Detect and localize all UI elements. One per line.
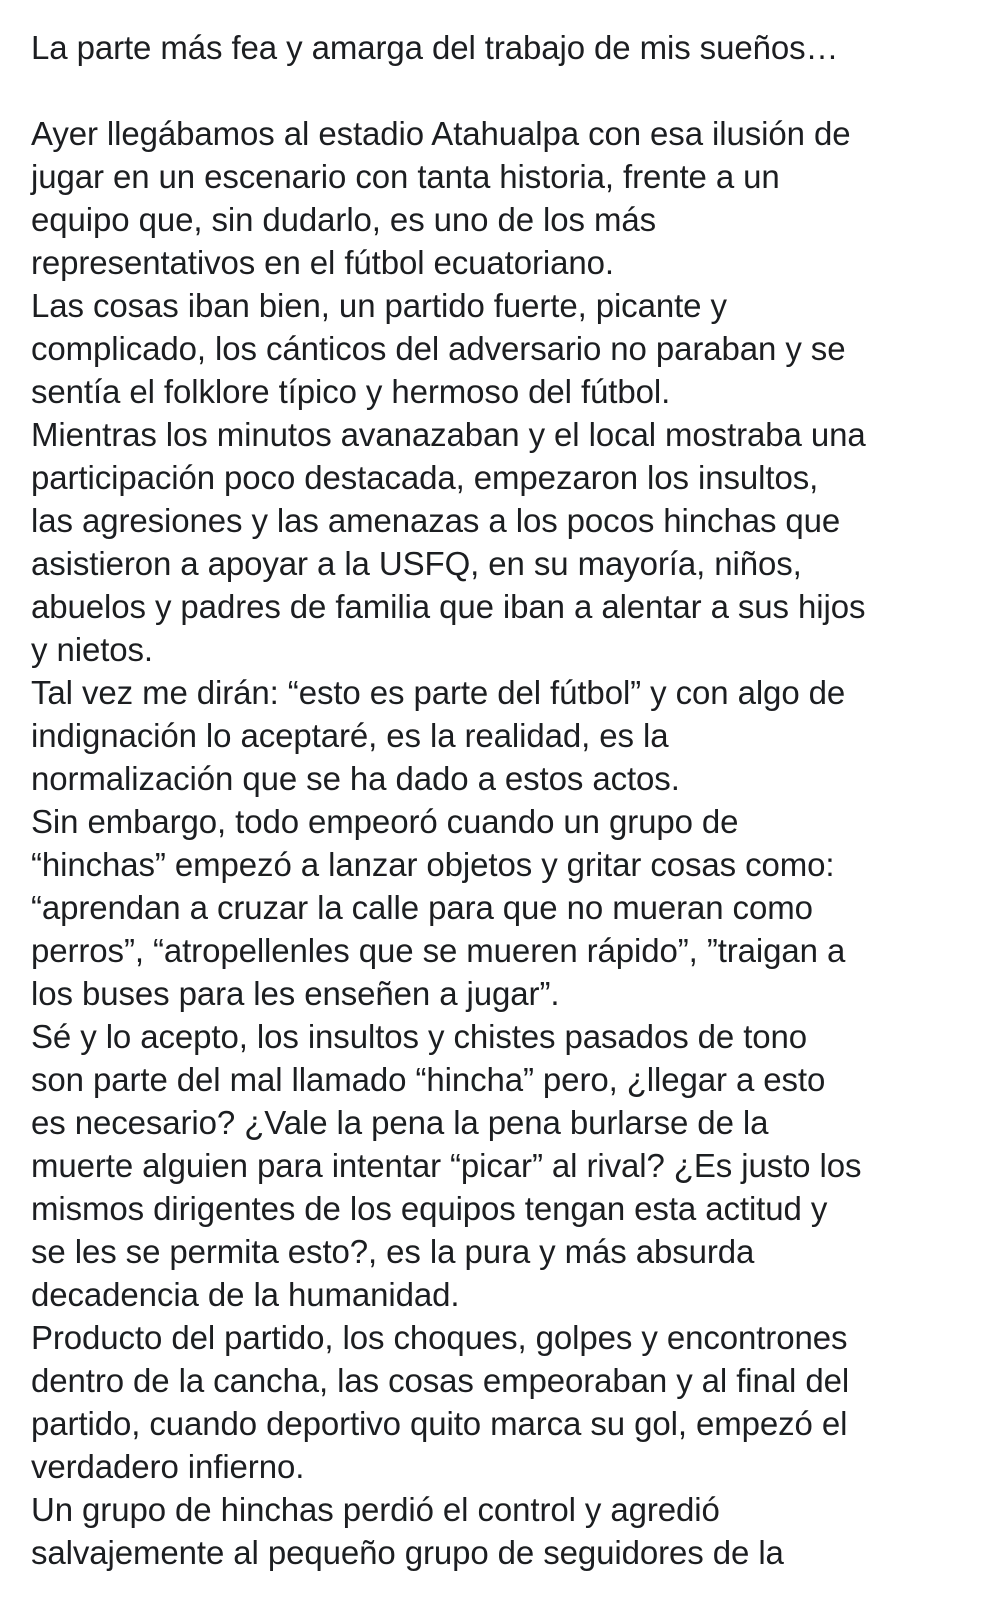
post-line: decadencia de la humanidad. <box>31 1276 460 1313</box>
post-line: perros”, “atropellenles que se mueren rápido”, ”traigan a <box>31 932 846 969</box>
post-line: Tal vez me dirán: “esto es parte del fútbol” y con algo de <box>31 674 846 711</box>
post-line: muerte alguien para intentar “picar” al rival? ¿Es justo los <box>31 1147 862 1184</box>
post-line: participación poco destacada, empezaron los insultos, <box>31 459 819 496</box>
post-line: salvajemente al pequeño grupo de seguidores de la <box>31 1534 784 1571</box>
post-line: equipo que, sin dudarlo, es uno de los más <box>31 201 657 238</box>
post-line: los buses para les enseñen a jugar”. <box>31 975 560 1012</box>
post-line: Producto del partido, los choques, golpes y encontrones <box>31 1319 848 1356</box>
post-line: partido, cuando deportivo quito marca su gol, empezó el <box>31 1405 848 1442</box>
post-line: abuelos y padres de familia que iban a alentar a sus hijos <box>31 588 866 625</box>
post-line: son parte del mal llamado “hincha” pero, ¿llegar a esto <box>31 1061 826 1098</box>
post-line: dentro de la cancha, las cosas empeoraban y al final del <box>31 1362 850 1399</box>
post-line: normalización que se ha dado a estos actos. <box>31 760 680 797</box>
post-line: Sé y lo acepto, los insultos y chistes pasados de tono <box>31 1018 808 1055</box>
post-line: La parte más fea y amarga del trabajo de mis sueños… <box>31 29 839 66</box>
post-line: es necesario? ¿Vale la pena la pena burlarse de la <box>31 1104 769 1141</box>
post-line: Ayer llegábamos al estadio Atahualpa con esa ilusión de <box>31 115 851 152</box>
post-line: indignación lo aceptaré, es la realidad, es la <box>31 717 669 754</box>
post-line: y nietos. <box>31 631 153 668</box>
post-line: asistieron a apoyar a la USFQ, en su mayoría, niños, <box>31 545 802 582</box>
post-line: “hinchas” empezó a lanzar objetos y gritar cosas como: <box>31 846 835 883</box>
post-line: se les se permita esto?, es la pura y más absurda <box>31 1233 755 1270</box>
post-line: complicado, los cánticos del adversario no paraban y se <box>31 330 846 367</box>
post-line: Un grupo de hinchas perdió el control y agredió <box>31 1491 720 1528</box>
post-line: sentía el folklore típico y hermoso del fútbol. <box>31 373 671 410</box>
post-line: representativos en el fútbol ecuatoriano. <box>31 244 614 281</box>
post-line: Sin embargo, todo empeoró cuando un grupo de <box>31 803 739 840</box>
post-line: Mientras los minutos avanazaban y el local mostraba una <box>31 416 866 453</box>
post-line: las agresiones y las amenazas a los pocos hinchas que <box>31 502 841 539</box>
post-line: jugar en un escenario con tanta historia, frente a un <box>31 158 780 195</box>
post-line <box>31 69 991 112</box>
post-line: Las cosas iban bien, un partido fuerte, picante y <box>31 287 727 324</box>
post-line: mismos dirigentes de los equipos tengan esta actitud y <box>31 1190 828 1227</box>
post-text <box>31 26 991 1574</box>
post-line: verdadero infierno. <box>31 1448 305 1485</box>
post-line: “aprendan a cruzar la calle para que no mueran como <box>31 889 813 926</box>
